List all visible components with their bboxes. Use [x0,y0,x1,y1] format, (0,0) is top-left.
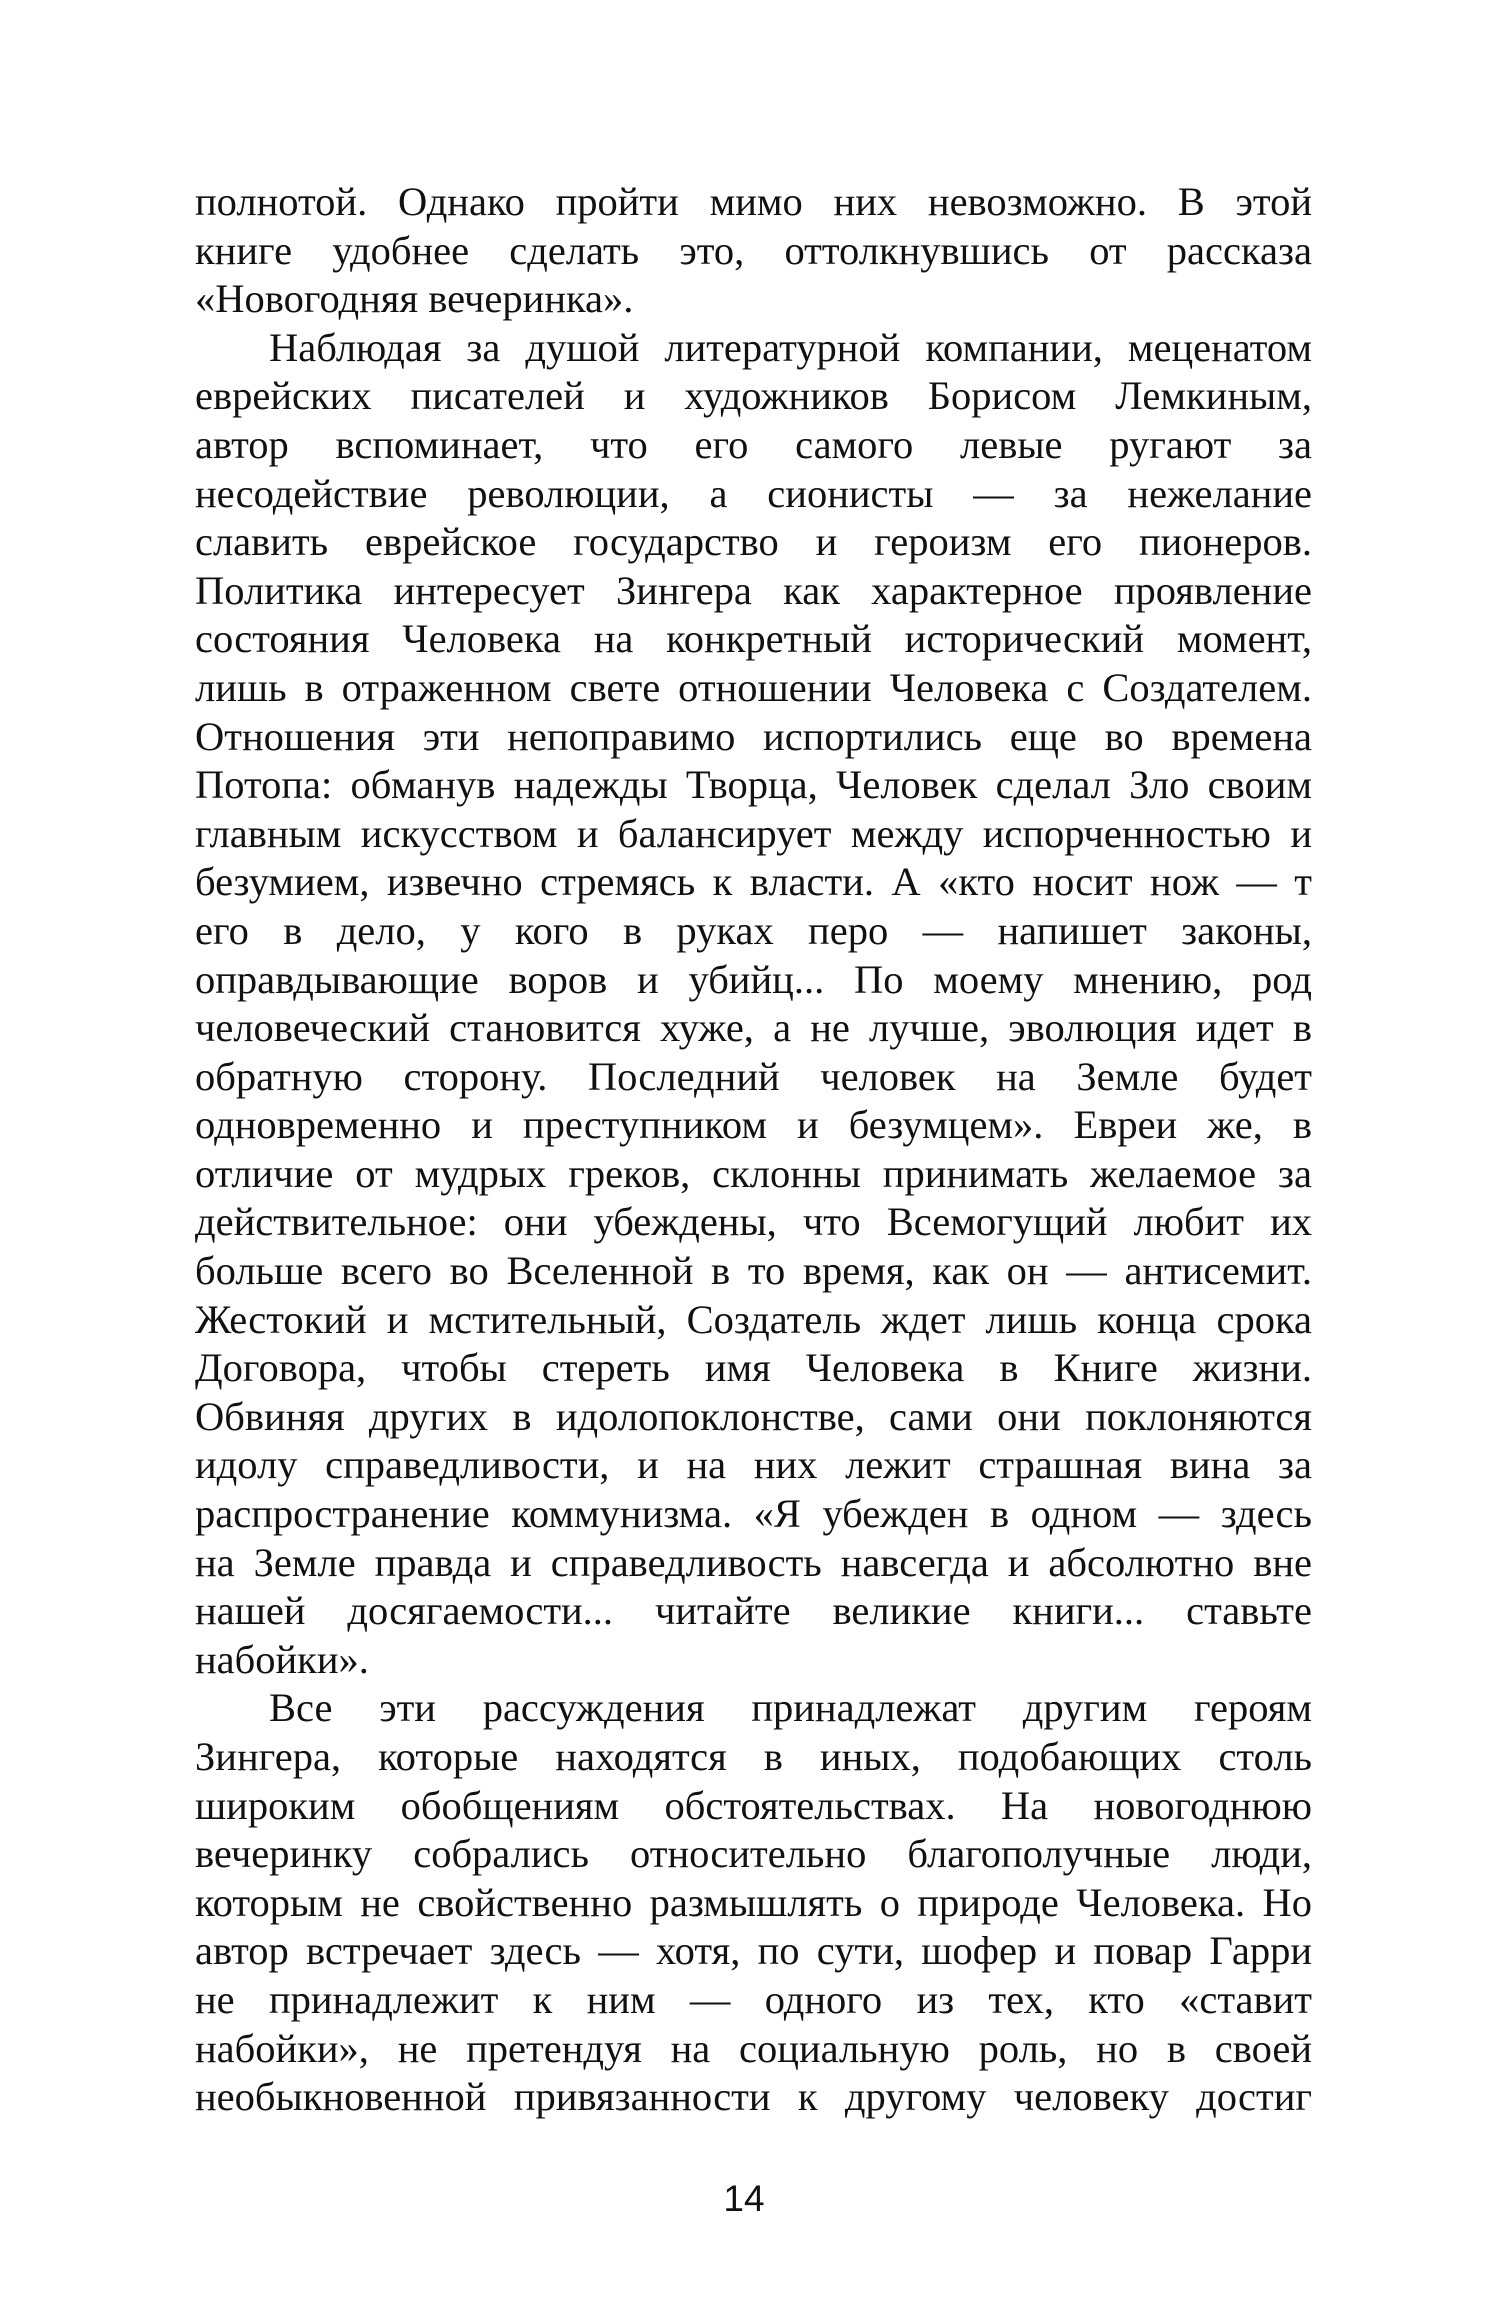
text-line: автор встречает здесь — хотя, по сути, шофер и повар Гарри [195,1928,1312,1974]
text-line: лишь в отраженном свете отношении Человека с Создателем. [195,664,1312,710]
text-line: оправдывающие воров и убийц... По моему мнению, род [195,956,1312,1002]
text-line: вечеринку собрались относительно благополучные люди, [195,1831,1312,1877]
text-line: его в дело, у кого в руках перо — напишет законы, [195,907,1312,953]
paragraph-2 [195,324,1312,1685]
text-line: автор вспоминает, что его самого левые ругают за [195,421,1312,467]
text-line: еврейских писателей и художников Борисом Лемкиным, [195,373,1312,419]
page-body [195,178,1312,2122]
text-line: Жестокий и мстительный, Создатель ждет лишь конца срока [195,1296,1312,1342]
text-line: безумием, извечно стремясь к власти. А «кто носит нож — т [195,859,1312,905]
text-line: человеческий становится хуже, а не лучше, эволюция идет в [195,1005,1312,1051]
text-line: идолу справедливости, и на них лежит страшная вина за [195,1442,1312,1488]
text-line: нашей досягаемости... читайте великие книги... ставьте [195,1588,1312,1634]
text-line: главным искусством и балансирует между испорченностью и [195,810,1312,856]
paragraph-3 [195,1684,1312,2121]
text-line: Зингера, которые находятся в иных, подобающих столь [195,1734,1312,1779]
text-line: «Новогодняя вечеринка». [195,276,634,322]
text-line: набойки». [195,1636,369,1682]
text-line: полнотой. Однако пройти мимо них невозможно. В этой [195,179,1312,224]
text-line: необыкновенной привязанности к другому человеку достиг [195,2074,1312,2120]
text-line: обратную сторону. Последний человек на Земле будет [195,1053,1312,1099]
paragraph-1 [195,178,1312,324]
text-line: набойки», не претендуя на социальную роль, но в своей [195,2025,1312,2071]
text-line: несодействие революции, а сионисты — за нежелание [195,470,1312,516]
text-line: Отношения эти непоправимо испортились еще во времена [195,713,1312,759]
page-number: 14 [723,2178,765,2219]
text-line: распространение коммунизма. «Я убежден в одном — здесь [195,1491,1312,1537]
text-line: Политика интересует Зингера как характерное проявление [195,567,1312,613]
text-line: Потопа: обманув надежды Творца, Человек сделал Зло своим [195,762,1312,808]
text-line: не принадлежит к ним — одного из тех, кто «ставит [195,1976,1312,2022]
text-line: Обвиняя других в идолопоклонстве, сами они поклоняются [195,1393,1312,1439]
text-line: которым не свойственно размышлять о природе Человека. Но [195,1879,1312,1925]
text-line: Договора, чтобы стереть имя Человека в Книге жизни. [195,1345,1312,1391]
text-line: одновременно и преступником и безумцем». Евреи же, в [195,1102,1312,1148]
text-line: отличие от мудрых греков, склонны принимать желаемое за [195,1150,1312,1196]
text-line: книге удобнее сделать это, оттолкнувшись от рассказа [195,227,1312,273]
text-line: Наблюдая за душой литературной компании, меценатом [269,324,1312,370]
text-line: славить еврейское государство и героизм его пионеров. [195,519,1312,565]
text-line: Все эти рассуждения принадлежат другим героям [269,1685,1312,1731]
text-line: на Земле правда и справедливость навсегда и абсолютно вне [195,1539,1312,1585]
text-line: действительное: они убеждены, что Всемогущий любит их [195,1199,1312,1245]
text-line: состояния Человека на конкретный исторический момент, [195,616,1312,662]
text-line: больше всего во Вселенной в то время, как он — антисемит. [195,1248,1312,1294]
text-line: широким обобщениям обстоятельствах. На новогоднюю [195,1782,1312,1828]
